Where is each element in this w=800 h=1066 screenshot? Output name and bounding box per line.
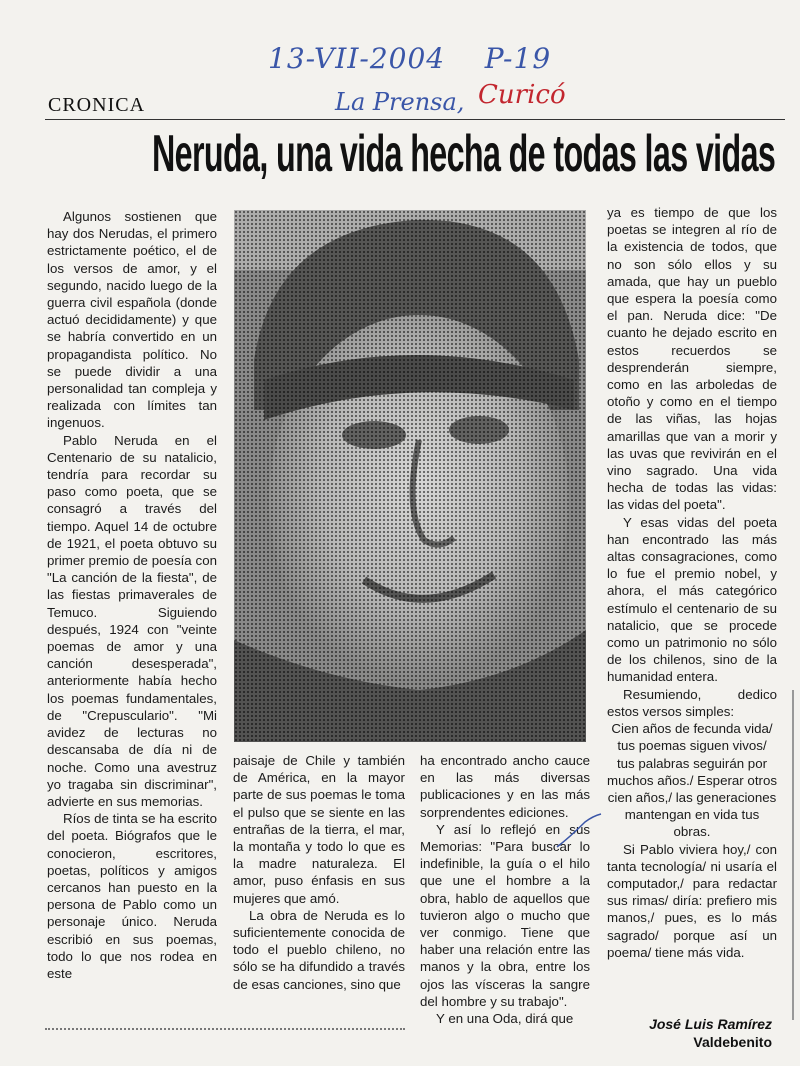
paragraph: Y esas vidas del poeta han encontrado las más altas consagraciones, como lo fue el premio nobel, y ahora, el más categórico estímulo el centenario de su natalicio, que se procede como un patrimonio no sólo de los chilenos, sino de la humanidad entera. bbox=[607, 514, 777, 685]
portrait-image bbox=[234, 210, 586, 742]
paragraph: paisaje de Chile y también de América, en la mayor parte de sus poemas le toma el pulso que se siente en las entrañas de la tierra, el mar, la montaña y todo lo que es la madre naturaleza. El amor, puso énfasis en sus mujeres que amó. bbox=[233, 753, 405, 906]
handwritten-city: Curicó bbox=[478, 80, 566, 110]
handwritten-date bbox=[268, 42, 551, 75]
section-label: CRONICA bbox=[48, 94, 146, 116]
paragraph: Resumiendo, dedico estos versos simples: bbox=[607, 686, 777, 719]
paragraph: ha encontrado ancho cauce en las más diversas publicaciones y en las más sorprendentes ediciones. bbox=[420, 753, 590, 820]
bottom-divider bbox=[45, 1028, 405, 1030]
handwritten-date-text: 13-VII-2004 bbox=[268, 42, 446, 75]
paragraph: Y en una Oda, dirá que bbox=[436, 1011, 574, 1027]
author-surname: Valdebenito bbox=[693, 1034, 772, 1050]
paragraph: La obra de Neruda es lo suficientemente conocida de todo el pueblo chileno, no sólo se ha difundido a través de esas canciones, sino que bbox=[233, 907, 405, 992]
poem-stanza: Cien años de fecunda vida/ tus poemas siguen vivos/ tus palabras seguirán por muchos años./ Esperar otros cien años,/ las generaciones mantengan en vida tus obras. bbox=[607, 721, 777, 840]
handwritten-newspaper: La Prensa, bbox=[335, 88, 465, 116]
article-column-2 bbox=[233, 752, 405, 1020]
page-edge-line bbox=[792, 690, 794, 1020]
poem-stanza: Si Pablo viviera hoy,/ con tanta tecnología/ ni usaría el computador,/ para redactar sus rimas/ diría: prefiero mis manos,/ pues, es lo más sagrado/ porque así un poema/ tiene más vida. bbox=[607, 841, 777, 960]
paragraph: Pablo Neruda en el Centenario de su natalicio, tendría para recordar su paso como poeta, que se consagró a través del tiempo. Aquel 14 de octubre de 1921, el poeta obtuvo su primer premio de poesía con "La canción de la fiesta", de las fiestas primaverales de Temuco. Siguiendo después, 1924 con "veinte poemas de amor y una canción desesperada", anteriormente había hecho los poemas fundamentales, de "Crepusculario". "Mi avidez de lecturas no descansaba de día ni de noche. Como una avestruz yo tragaba sin discriminar", advierte en sus memorias. bbox=[47, 432, 217, 809]
article-column-4 bbox=[607, 204, 777, 1012]
paragraph: Y así lo reflejó en sus Memorias: "Para buscar lo indefinible, la guía o el hilo que une el hombre a la obra, hablo de aquellos que tuvieron algo o mucho que ver conmigo. Tiene que haber una relación entre las manos y la obra, entre los ojos las vísceras la sangre del hombre y su trabajo". bbox=[420, 821, 590, 1009]
author-name: José Luis Ramírez bbox=[649, 1016, 772, 1032]
handwritten-page-text: P-19 bbox=[484, 42, 552, 75]
neruda-photo bbox=[234, 210, 586, 742]
headline: Neruda, una vida hecha de todas las vidas bbox=[152, 125, 776, 183]
paragraph: Algunos sostienen que hay dos Nerudas, el primero estrictamente poético, el de los versos de amor, y el segundo, nacido luego de la guerra civil española (donde actuó decididamente) y que se habría convertido en un propagandista político. No se puede dividir a una personalidad tan compleja y realizada con límites tan ingenuos. bbox=[47, 209, 217, 431]
section-rule bbox=[45, 119, 785, 120]
article-column-1 bbox=[47, 208, 217, 1020]
paragraph: ya es tiempo de que los poetas se integren al río de la existencia de todos, que no son sólo ellos y su amada, que hay un pueblo que espera la poesía como el pan. Neruda dice: "De cuanto he dejado escrito en estos recuerdos se desprenderán siempre, como en las arboledas de otoño y como en el tiempo de las viñas, las hojas amarillas que van a morir y las uvas que revivirán en el vino sagrado. Una vida hecha de todas las vidas: las vidas del poeta". bbox=[607, 205, 777, 513]
paragraph: Ríos de tinta se ha escrito del poeta. Biógrafos que le conocieron, escritores, poetas, políticos y amigos cercanos han puesto en la persona de Pablo como un personaje único. Neruda escribió en sus poemas, todo lo que nos rodea en este bbox=[47, 811, 217, 981]
article-column-3 bbox=[420, 752, 590, 1052]
pen-mark-icon bbox=[555, 812, 605, 852]
